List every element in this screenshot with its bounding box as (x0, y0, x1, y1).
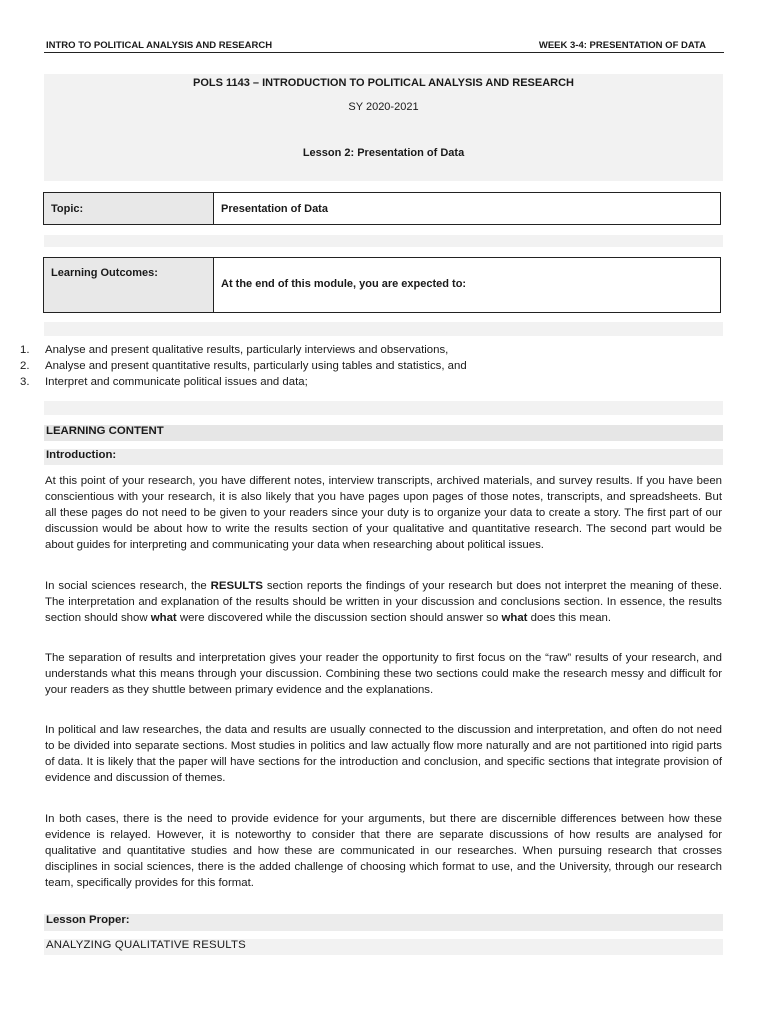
text-run-bold: RESULTS (210, 580, 263, 592)
list-text: Analyse and present qualitative results, particularly interviews and observations, (45, 344, 449, 356)
topic-label: Topic: (44, 193, 214, 224)
learning-outcomes-list (0, 344, 740, 392)
list-item (0, 376, 740, 392)
text-run: does this mean. (527, 612, 612, 625)
header-course-title: INTRO TO POLITICAL ANALYSIS AND RESEARCH (46, 40, 273, 51)
lesson-title: Lesson 2: Presentation of Data (302, 147, 465, 159)
topic-table (43, 192, 721, 225)
paragraph-results (45, 578, 722, 626)
text-run-bold: what (150, 612, 177, 625)
learning-outcomes-label: Learning Outcomes: (44, 258, 214, 312)
school-year: SY 2020-2021 (348, 101, 419, 113)
list-number: 1. (20, 344, 30, 356)
title-block (44, 74, 723, 181)
text-run: were discovered while the discussion section should answer so (176, 612, 502, 625)
learning-outcomes-table (43, 257, 721, 313)
lesson-proper-heading: Lesson Proper: (44, 914, 723, 931)
learning-content-heading: LEARNING CONTENT (44, 425, 723, 441)
paragraph-political-law: In political and law researches, the data and results are usually connected to the discussion and interpretation, and often do not need to be divided into separate sections. Most studies in politics and law actually flow more naturally and are not partitioned into rigid parts of data. It is likely that the paper will have sections for the introduction and conclusion, and specific sections that integrate provision of evidence and discussion of themes. (45, 724, 722, 785)
list-number: 2. (20, 360, 30, 372)
list-item (0, 344, 740, 360)
spacer-strip (44, 322, 723, 336)
paragraph-intro: At this point of your research, you have different notes, interview transcripts, archived materials, and survey results. If you have been conscientious with your research, it is also likely that you have pages upon pages of those notes, transcripts, and spreadsheets. But all these pages do not need to be given to your readers since your duty is to organize your data to create a story. The first part of our discussion would be about how to write the results section of your qualitative and quantitative research. The second part would be about guides for interpreting and communicating your data when researching about political issues. (45, 475, 722, 552)
text-run-bold: what (501, 612, 528, 625)
paragraph-both-cases: In both cases, there is the need to provide evidence for your arguments, but there are discernible differences between how these evidence is relayed. However, it is noteworthy to consider that there are separate discussions of how results are analysed for qualitative and quantitative studies and how these are communicated in our researches. When pursuing research that crosses disciplines in social sciences, there is the added challenge of choosing which format to use, and the University, through our research team, specifically provides for this format. (45, 813, 722, 890)
paragraph-separation: The separation of results and interpretation gives your reader the opportunity to first focus on the “raw” results of your research, and understands what this means through your discussion. Combining these two sections could make the research messy and difficult for your readers as they shuttle between primary evidence and the explanations. (45, 652, 722, 697)
list-text: Interpret and communicate political issues and data; (45, 376, 308, 388)
header-week-title: WEEK 3-4: PRESENTATION OF DATA (538, 40, 706, 51)
list-item (0, 360, 740, 376)
text-run: In social sciences research, the (45, 580, 211, 592)
analyzing-qualitative-heading: ANALYZING QUALITATIVE RESULTS (44, 939, 723, 955)
spacer-strip (44, 235, 723, 247)
list-text: Analyse and present quantitative results, particularly using tables and statistics, and (45, 360, 467, 372)
spacer-strip (44, 401, 723, 415)
list-number: 3. (20, 376, 30, 388)
topic-value: Presentation of Data (221, 203, 328, 215)
page-header (44, 40, 724, 53)
learning-outcomes-intro: At the end of this module, you are expected to: (221, 278, 467, 290)
course-title: POLS 1143 – INTRODUCTION TO POLITICAL ANALYSIS AND RESEARCH (193, 77, 574, 89)
introduction-label: Introduction: (44, 449, 723, 465)
text-run: section reports the findings of your research but does not interpret the meaning of these. The interpretation and explanation of the results should be written in your discussion and conclusions section. In essence, the results section should show (45, 580, 723, 625)
